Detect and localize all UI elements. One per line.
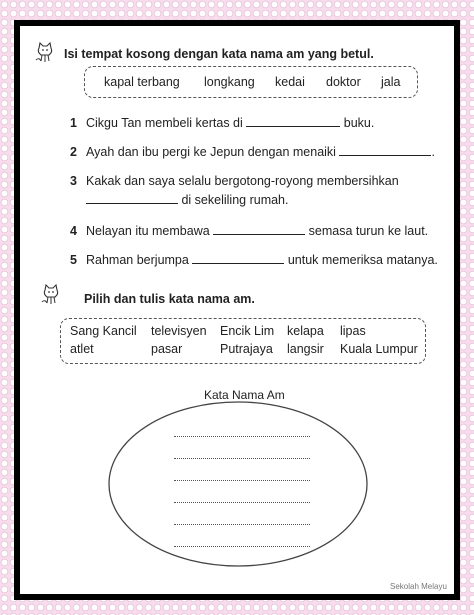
question-text: Cikgu Tan membeli kertas di (86, 116, 243, 130)
answer-blank[interactable] (339, 145, 431, 156)
word-kelapa: kelapa (287, 324, 324, 338)
question-text: di sekeliling rumah. (181, 193, 289, 207)
writing-line[interactable] (174, 546, 310, 547)
word-kapal-terbang: kapal terbang (104, 75, 180, 89)
question-text: untuk memeriksa matanya. (287, 253, 438, 267)
question-text: buku. (343, 116, 375, 130)
word-televisyen: televisyen (151, 324, 207, 338)
question-number: 3 (70, 174, 77, 188)
writing-line[interactable] (174, 458, 310, 459)
question-number: 4 (70, 224, 77, 238)
cat-mascot-icon (40, 282, 62, 306)
writing-line[interactable] (174, 436, 310, 437)
answer-blank[interactable] (213, 224, 305, 235)
word-atlet: atlet (70, 342, 94, 356)
word-langsir: langsir (287, 342, 324, 356)
word-bank-2 (60, 318, 426, 364)
word-putrajaya: Putrajaya (220, 342, 273, 356)
question-text: Nelayan itu membawa (86, 224, 210, 238)
answer-blank[interactable] (246, 116, 340, 127)
oval-title: Kata Nama Am (204, 388, 285, 402)
word-longkang: longkang (204, 75, 255, 89)
writing-line[interactable] (174, 502, 310, 503)
word-lipas: lipas (340, 324, 366, 338)
word-bank-1 (84, 66, 418, 98)
answer-blank[interactable] (86, 193, 178, 204)
question-text: . (431, 145, 435, 159)
word-pasar: pasar (151, 342, 183, 356)
writing-line[interactable] (174, 524, 310, 525)
section2-instruction: Pilih dan tulis kata nama am. (84, 292, 255, 306)
footer-text: Sekolah Melayu (390, 582, 447, 591)
word-jala: jala (381, 75, 401, 89)
word-doktor: doktor (326, 75, 361, 89)
question-text: semasa turun ke laut. (308, 224, 429, 238)
word-encik-lim: Encik Lim (220, 324, 275, 338)
question-number: 5 (70, 253, 77, 267)
worksheet (20, 26, 454, 594)
answer-oval (106, 398, 370, 570)
question-4 (86, 224, 428, 238)
writing-line[interactable] (174, 480, 310, 481)
section1-instruction: Isi tempat kosong dengan kata nama am yang betul. (64, 47, 374, 61)
question-text: Rahman berjumpa (86, 253, 189, 267)
question-5 (86, 253, 438, 267)
question-3-line2 (86, 193, 288, 207)
question-number: 2 (70, 145, 77, 159)
question-number: 1 (70, 116, 77, 130)
word-sang-kancil: Sang Kancil (70, 324, 137, 338)
word-kedai: kedai (275, 75, 305, 89)
cat-mascot-icon (34, 40, 56, 64)
question-3-line1: Kakak dan saya selalu bergotong-royong membersihkan (86, 174, 399, 188)
question-text: Ayah dan ibu pergi ke Jepun dengan menaiki (86, 145, 336, 159)
question-2[interactable] (86, 145, 435, 159)
word-kuala-lumpur: Kuala Lumpur (340, 342, 418, 356)
question-1 (86, 116, 374, 130)
answer-blank[interactable] (192, 253, 284, 264)
